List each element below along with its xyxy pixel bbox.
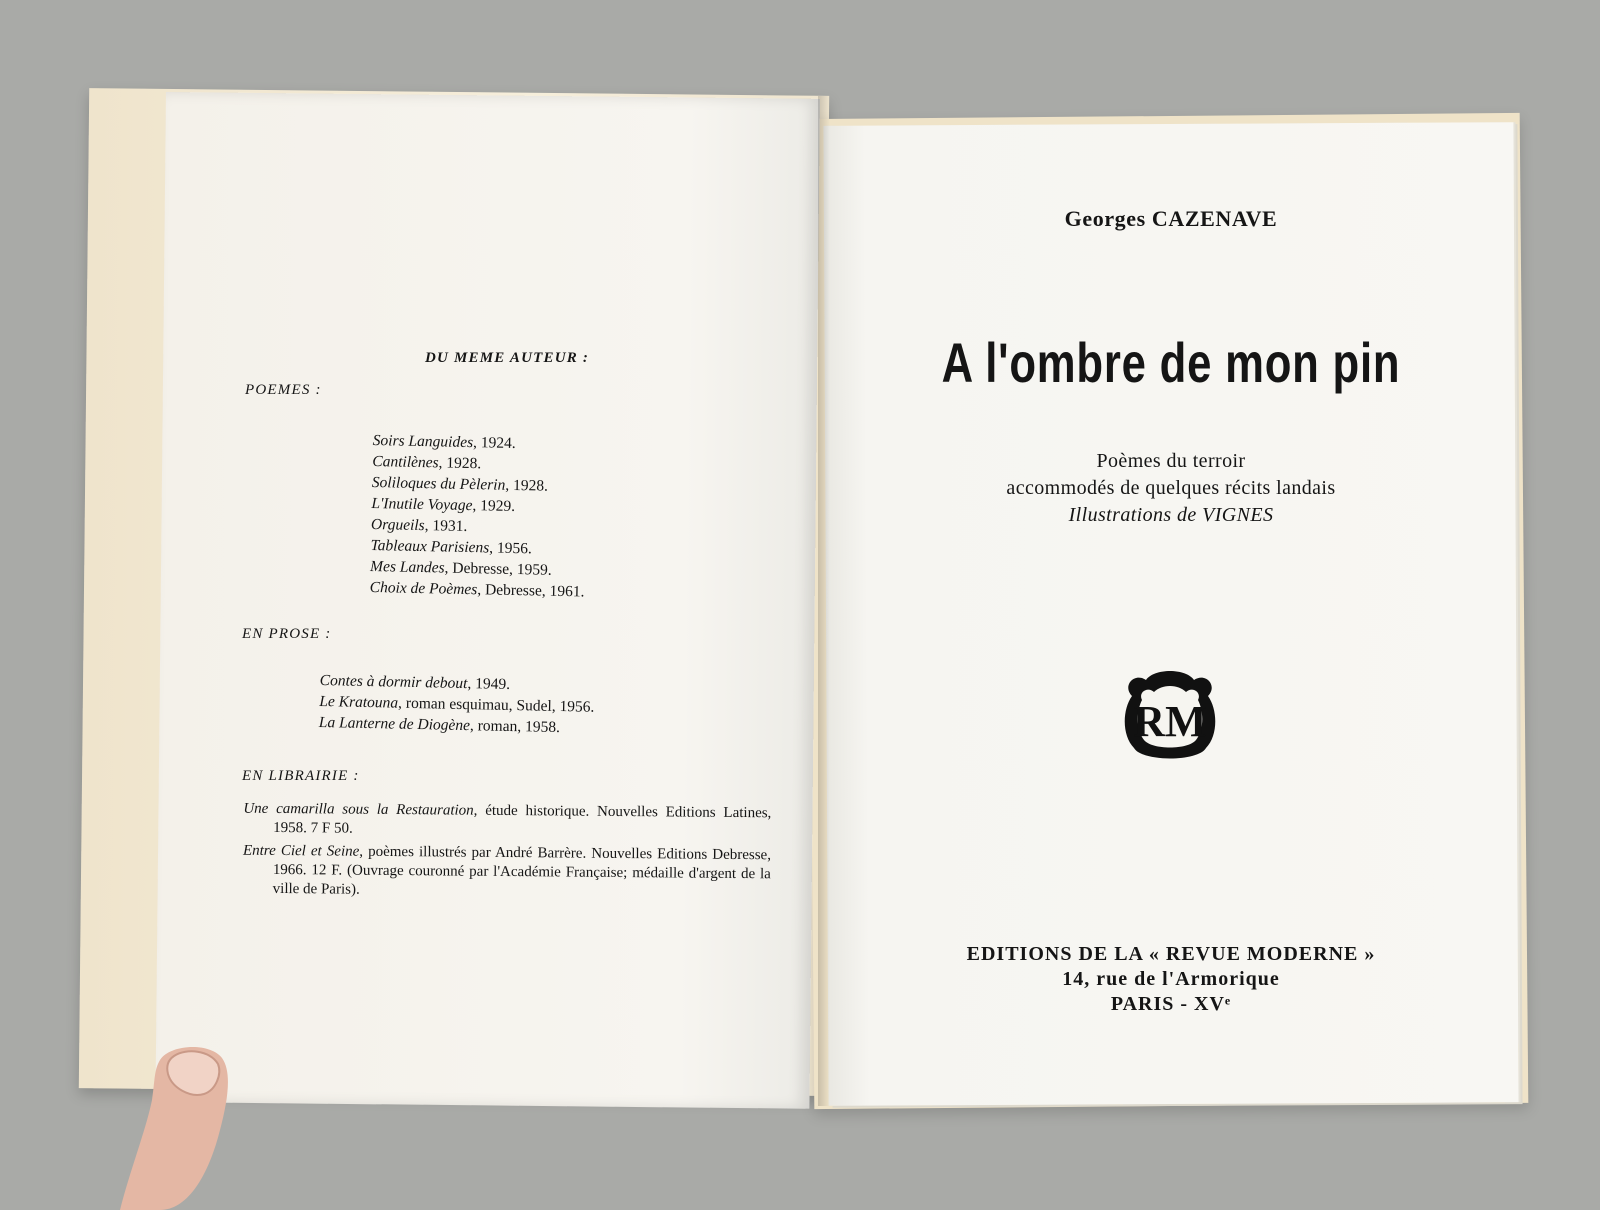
subtitle-line-3: Illustrations de VIGNES <box>1068 504 1274 526</box>
list-item <box>243 800 771 843</box>
list-item <box>369 577 584 602</box>
work-details: , 1928. <box>505 476 549 495</box>
work-title: Choix de Poèmes <box>369 578 478 599</box>
list-heading: DU MEME AUTEUR : <box>425 350 590 366</box>
publisher-line-2: 14, rue de l'Armorique <box>1062 968 1280 990</box>
author-name: Georges CAZENAVE <box>1064 206 1278 231</box>
poems-list <box>369 430 587 602</box>
work-details: , 1929. <box>472 497 516 515</box>
work-title: Une camarilla sous la Restauration <box>243 800 474 819</box>
librairie-list <box>243 800 772 908</box>
work-details: , Debresse, 1961. <box>477 581 585 601</box>
publisher-line-3: PARIS - XVᵉ <box>1110 993 1232 1015</box>
work-title: Soirs Languides <box>372 431 474 452</box>
list-item <box>243 842 771 904</box>
publisher-info <box>826 942 1516 1017</box>
work-details: , 1931. <box>424 517 468 535</box>
section-label-librairie: EN LIBRAIRIE : <box>242 768 360 784</box>
book-subtitle <box>826 448 1516 529</box>
work-details: , étude historique. Nouvelles Editions Latines, 1958. 7 F 50. <box>273 802 772 837</box>
work-details: , poèmes illustrés par André Barrère. Nouvelles Editions Debresse, 1966. 12 F. (Ouvrage couronné par l'Académie Française; médaille d'argent de la ville de Paris). <box>272 843 772 898</box>
work-title: Soliloques du Pèlerin <box>371 473 506 494</box>
work-title: Le Kratouna <box>319 692 399 712</box>
work-details: , roman esquimau, Sudel, 1956. <box>397 694 595 716</box>
work-title: Orgueils <box>370 515 425 535</box>
work-title: Cantilènes <box>372 452 439 472</box>
work-title: L'Inutile Voyage <box>371 494 473 515</box>
work-details: , roman, 1958. <box>469 717 561 737</box>
publisher-line-1: EDITIONS DE LA « REVUE MODERNE » <box>966 943 1376 965</box>
work-details: , 1956. <box>489 539 533 558</box>
work-title: Tableaux Parisiens <box>370 536 490 557</box>
work-title: Entre Ciel et Seine <box>242 842 360 860</box>
publisher-emblem-icon <box>1118 666 1222 766</box>
prose-list <box>319 670 595 739</box>
work-title: Mes Landes <box>369 557 445 577</box>
book-title: A l'ombre de mon pin <box>941 331 1401 394</box>
work-details: , 1924. <box>472 434 516 452</box>
work-title: La Lanterne de Diogène <box>318 713 471 735</box>
thumb-holding-page <box>100 1040 250 1210</box>
section-label-prose: EN PROSE : <box>242 626 332 642</box>
work-details: , 1949. <box>467 675 511 693</box>
work-details: , Debresse, 1959. <box>444 559 552 579</box>
subtitle-line-2: accommodés de quelques récits landais <box>1006 477 1336 499</box>
work-details: , 1928. <box>438 454 482 473</box>
work-title: Contes à dormir debout <box>319 671 468 693</box>
section-label-poems: POEMES : <box>245 382 322 398</box>
emblem-letters: RM <box>1133 697 1207 746</box>
subtitle-line-1: Poèmes du terroir <box>1096 450 1246 472</box>
